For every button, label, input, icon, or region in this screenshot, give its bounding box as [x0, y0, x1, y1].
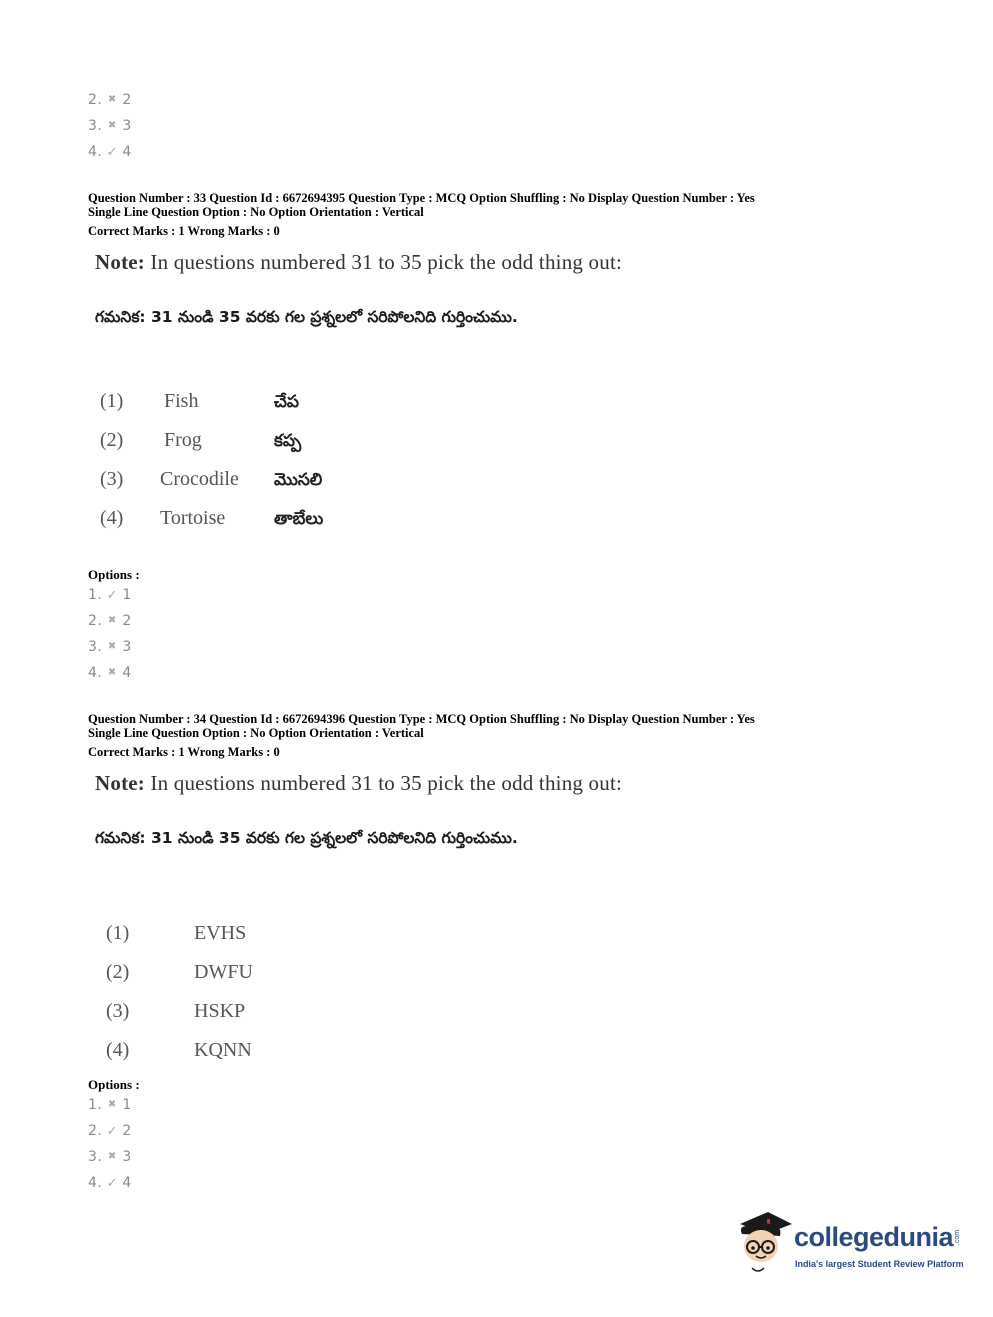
question-meta: Question Number : 34 Question Id : 6672694396 Question Type : MCQ Option Shuffling : No Display Question Number : Yes: [88, 712, 755, 726]
item-number: (2): [100, 429, 124, 451]
cross-icon: ✖: [107, 667, 117, 678]
item-telugu: తాబేలు: [274, 509, 324, 529]
option-row: [88, 665, 132, 681]
item-number: (3): [106, 1000, 130, 1022]
logo-tagline: India's largest Student Review Platform: [795, 1259, 964, 1269]
telugu-note: గమనిక: 31 నుండి 35 వరకు గల ప్రశ్నలలో సరిపోలనిది గుర్తించుము.: [95, 308, 518, 326]
check-icon: ✓: [106, 1124, 119, 1139]
question-meta: Single Line Question Option : No Option Orientation : Vertical: [88, 726, 424, 740]
option-value: 4: [122, 1175, 132, 1191]
question-note: [95, 771, 622, 796]
option-number: 3.: [88, 1149, 103, 1165]
option-number: 4.: [88, 665, 103, 681]
option-row: [88, 613, 132, 629]
item-number: (3): [100, 468, 124, 490]
option-row: [88, 639, 132, 655]
item-english: HSKP: [194, 1000, 246, 1022]
option-value: 2: [122, 92, 132, 108]
item-number: (1): [100, 390, 124, 412]
option-value: 1: [122, 1097, 132, 1113]
option-number: 2.: [88, 613, 103, 629]
check-icon: ✓: [106, 145, 119, 160]
cross-icon: ✖: [107, 641, 117, 652]
note-label: Note:: [95, 250, 145, 274]
cross-icon: ✖: [107, 94, 117, 105]
option-value: 4: [122, 144, 132, 160]
cross-icon: ✖: [107, 1099, 117, 1110]
option-row: [88, 1175, 132, 1191]
option-row: [88, 587, 132, 603]
cross-icon: ✖: [107, 120, 117, 131]
option-value: 4: [122, 665, 132, 681]
item-number: (2): [106, 961, 130, 983]
option-number: 4.: [88, 1175, 103, 1191]
option-number: 1.: [88, 1097, 103, 1113]
item-english: Crocodile: [160, 468, 239, 490]
item-number: (4): [100, 507, 124, 529]
item-english: Frog: [164, 429, 202, 451]
option-number: 2.: [88, 92, 103, 108]
item-english: EVHS: [194, 922, 247, 944]
note-text: In questions numbered 31 to 35 pick the odd thing out:: [144, 771, 623, 795]
item-number: (1): [106, 922, 130, 944]
options-label: Options :: [88, 567, 140, 582]
option-number: 2.: [88, 1123, 103, 1139]
item-telugu: కప్ప: [274, 431, 302, 451]
item-english: KQNN: [194, 1039, 252, 1061]
question-meta: Question Number : 33 Question Id : 6672694395 Question Type : MCQ Option Shuffling : No Display Question Number : Yes: [88, 191, 755, 205]
item-telugu: చేప: [274, 392, 300, 412]
cross-icon: ✖: [107, 1151, 117, 1162]
question-note: [95, 250, 622, 275]
telugu-note: గమనిక: 31 నుండి 35 వరకు గల ప్రశ్నలలో సరిపోలనిది గుర్తించుము.: [95, 829, 518, 847]
item-english: DWFU: [194, 961, 253, 983]
check-icon: ✓: [106, 1176, 119, 1191]
option-row: [88, 1149, 132, 1165]
option-value: 2: [122, 613, 132, 629]
note-text: In questions numbered 31 to 35 pick the odd thing out:: [144, 250, 623, 274]
options-label: Options :: [88, 1077, 140, 1092]
option-row: [88, 144, 132, 160]
item-telugu: మొసలి: [274, 470, 323, 490]
question-meta: Single Line Question Option : No Option Orientation : Vertical: [88, 205, 424, 219]
option-value: 3: [122, 118, 132, 134]
item-english: Fish: [164, 390, 199, 412]
check-icon: ✓: [106, 588, 119, 603]
option-value: 1: [122, 587, 132, 603]
logo-suffix: .com: [954, 1229, 962, 1246]
option-row: [88, 1097, 132, 1113]
option-value: 3: [122, 1149, 132, 1165]
question-marks: Correct Marks : 1 Wrong Marks : 0: [88, 745, 280, 759]
question-marks: Correct Marks : 1 Wrong Marks : 0: [88, 224, 280, 238]
item-english: Tortoise: [160, 507, 226, 529]
logo-wordmark: collegedunia: [794, 1222, 954, 1252]
cross-icon: ✖: [107, 615, 117, 626]
option-number: 3.: [88, 639, 103, 655]
option-number: 3.: [88, 118, 103, 134]
option-row: [88, 118, 132, 134]
option-row: [88, 1123, 132, 1139]
option-number: 4.: [88, 144, 103, 160]
option-row: [88, 92, 132, 108]
item-number: (4): [106, 1039, 130, 1061]
option-value: 3: [122, 639, 132, 655]
option-number: 1.: [88, 587, 103, 603]
option-value: 2: [122, 1123, 132, 1139]
note-label: Note:: [95, 771, 145, 795]
